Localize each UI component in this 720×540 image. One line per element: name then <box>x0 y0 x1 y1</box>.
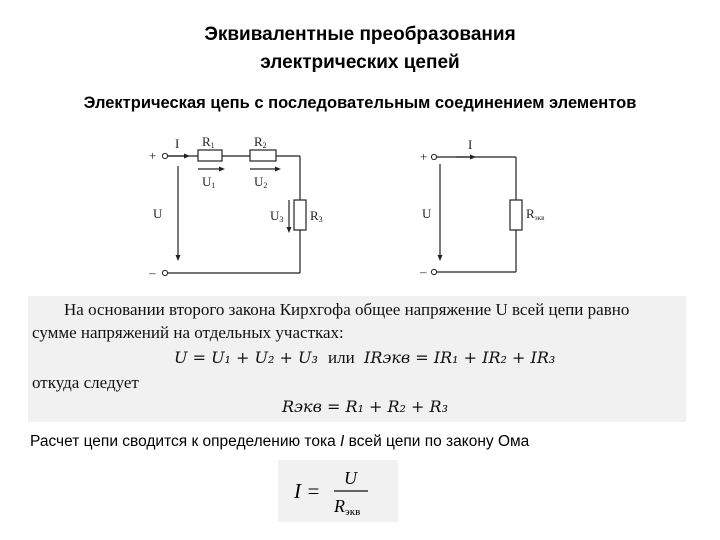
voltage-u2-label: U2 <box>254 174 268 190</box>
current-arrowhead <box>470 155 476 160</box>
resistor-req-label: Rэкв <box>526 206 545 222</box>
terminal-minus <box>162 270 167 275</box>
voltage-u-arrowhead <box>176 255 181 261</box>
formula-lhs: I = <box>294 479 321 503</box>
voltage-u3-arrowhead <box>287 227 292 233</box>
ohm-text-after: всей цепи по закону Ома <box>344 433 530 450</box>
formula-denominator: Rэкв <box>334 496 361 518</box>
kirchhoff-text-block <box>28 296 686 422</box>
current-label: I <box>468 137 473 152</box>
voltage-u1-label: U1 <box>202 174 216 190</box>
terminal-plus-label: + <box>149 148 157 163</box>
text-line-1: На основании второго закона Кирхгофа общее напряжение U всей цепи равно <box>64 300 630 319</box>
resistor-r2-label: R2 <box>254 134 267 150</box>
terminal-plus <box>431 154 436 159</box>
terminal-minus <box>431 269 436 274</box>
text-line-2: сумме напряжений на отдельных участках: <box>32 323 344 342</box>
voltage-u1-arrowhead <box>219 167 225 172</box>
page-title-line1: Эквивалентные преобразования <box>204 24 516 45</box>
voltage-u-arrowhead <box>438 255 443 261</box>
resistor-r3 <box>294 200 306 230</box>
voltage-u2-arrowhead <box>275 167 281 172</box>
ohm-text-before: Расчет цепи сводится к определению тока <box>30 433 341 450</box>
formula-numerator: U <box>344 468 357 488</box>
equation-r-equivalent: Rэкв = R₁ + R₂ + R₃ <box>282 397 448 416</box>
equation-voltage-sum: U = U₁ + U₂ + U₃ <box>174 348 318 367</box>
series-circuit-diagram <box>140 128 340 283</box>
terminal-plus-label: + <box>420 149 428 164</box>
section-subtitle: Электрическая цепь с последовательным соединением элементов <box>83 94 637 112</box>
ohm-law-formula <box>278 460 398 522</box>
resistor-r1 <box>198 150 222 161</box>
equation-ir-sum: IRэкв = IR₁ + IR₂ + IR₃ <box>364 348 556 367</box>
ohm-text-var: I <box>340 433 345 450</box>
terminal-minus-label: – <box>149 265 156 280</box>
resistor-r1-label: R1 <box>202 134 215 150</box>
ohm-formula-svg <box>278 460 398 522</box>
resistor-r3-label: R3 <box>310 208 323 224</box>
terminal-plus <box>162 153 167 158</box>
page-title-line2: электрических цепей <box>260 52 460 73</box>
terminal-minus-label: – <box>420 264 427 279</box>
ohm-law-text <box>30 433 529 451</box>
resistor-r2 <box>250 150 276 161</box>
equation-or-word: или <box>328 348 355 367</box>
voltage-u-label: U <box>422 206 432 221</box>
voltage-u-label: U <box>153 206 163 221</box>
text-line-3: откуда следует <box>32 373 139 392</box>
equivalent-circuit-diagram <box>418 132 558 282</box>
current-label: I <box>175 136 180 151</box>
resistor-req <box>510 200 522 230</box>
current-arrowhead <box>184 154 190 159</box>
voltage-u3-label: U3 <box>270 208 284 224</box>
